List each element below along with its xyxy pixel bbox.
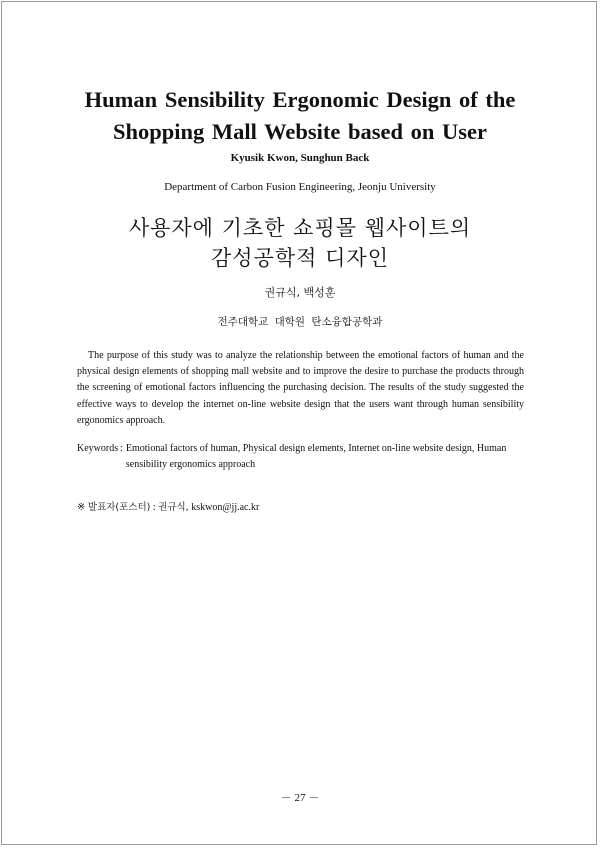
title-ko-line-1: 사용자에 기초한 쇼핑몰 웹사이트의 (128, 216, 472, 240)
keywords-label: Keywords (77, 443, 119, 454)
paper-title-ko (40, 213, 560, 273)
presenter-separator: : (152, 502, 156, 513)
presenter-note (77, 501, 259, 515)
title-ko-line-2: 감성공학적 디자인 (211, 246, 389, 270)
authors-en: Kyusik Kwon, Sunghun Back (230, 152, 370, 164)
presenter-mark: ※ (77, 502, 86, 513)
authors-ko: 권규식, 백성훈 (264, 286, 336, 299)
keywords-text: Emotional factors of human, Physical design elements, Internet on-line website design, Human sensibility ergonomics approach (125, 443, 507, 471)
abstract: The purpose of this study was to analyze the relationship between the emotional factors of human and the physical design elements of shopping mall website and to improve the desire to purchase the products through the screening of emotional factors influencing the purchasing decision. The results of the study suggested the effective ways to develop the internet on-line website design that the users want through human sensibility ergonomics approach. (77, 350, 524, 426)
page-number: － 27 － (280, 792, 320, 804)
affiliation-en: Department of Carbon Fusion Engineering, Jeonju University (164, 181, 436, 193)
keywords (77, 441, 524, 473)
title-en-line-1: Human Sensibility Ergonomic Design of the (84, 87, 516, 112)
presenter-name: 권규식, (158, 502, 189, 513)
paper-title-en (40, 84, 560, 148)
affiliation-ko: 전주대학교 대학원 탄소융합공학과 (217, 316, 383, 328)
presenter-email: kskwon@jj.ac.kr (191, 502, 260, 513)
title-en-line-2: Shopping Mall Website based on User (112, 119, 488, 144)
presenter-label: 발표자(포스터) (87, 502, 151, 513)
keywords-separator: : (120, 443, 123, 454)
